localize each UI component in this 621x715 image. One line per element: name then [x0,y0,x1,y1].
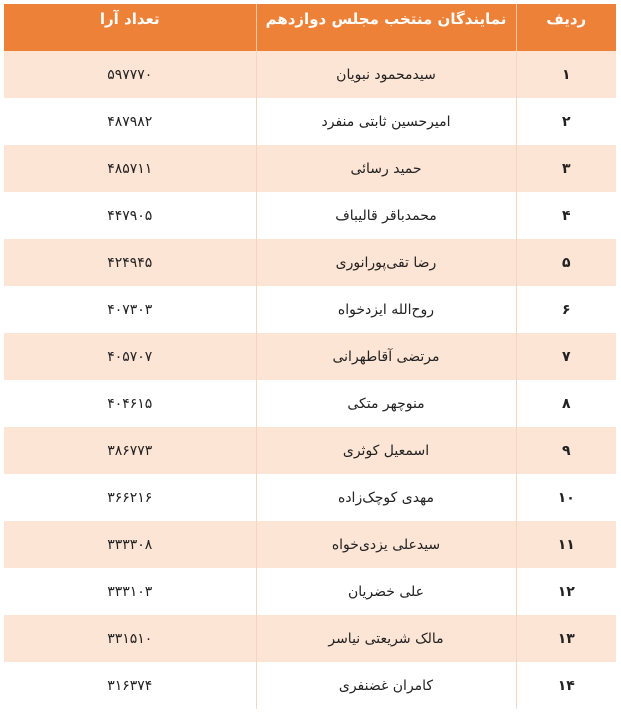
table-row [4,474,616,521]
votes-cell: ۴۸۷۹۸۲ [4,98,256,145]
votes-cell: ۴۰۴۶۱۵ [4,380,256,427]
name-cell: علی خضریان [256,568,516,615]
votes-cell: ۳۱۶۳۷۴ [4,662,256,709]
name-cell: مرتضی آقاطهرانی [256,333,516,380]
rank-cell: ۱۴ [516,662,616,709]
votes-cell: ۴۰۵۷۰۷ [4,333,256,380]
votes-cell: ۳۶۶۲۱۶ [4,474,256,521]
rank-cell: ۳ [516,145,616,192]
name-cell: منوچهر متکی [256,380,516,427]
table-row [4,192,616,239]
rank-cell: ۶ [516,286,616,333]
table-row [4,568,616,615]
table-row [4,286,616,333]
rank-cell: ۱۰ [516,474,616,521]
rank-cell: ۱۲ [516,568,616,615]
name-cell: حمید رسائی [256,145,516,192]
votes-cell: ۳۸۶۷۷۳ [4,427,256,474]
votes-cell: ۴۴۷۹۰۵ [4,192,256,239]
table-row [4,662,616,709]
votes-cell: ۴۲۴۹۴۵ [4,239,256,286]
name-cell: رضا تقی‌پورانوری [256,239,516,286]
table-row [4,98,616,145]
rank-cell: ۹ [516,427,616,474]
rank-cell: ۱۳ [516,615,616,662]
name-cell: محمدباقر قالیباف [256,192,516,239]
table-row [4,51,616,98]
table-row [4,380,616,427]
rank-cell: ۷ [516,333,616,380]
rank-cell: ۵ [516,239,616,286]
name-cell: کامران غضنفری [256,662,516,709]
name-cell: مهدی کوچک‌زاده [256,474,516,521]
table-row [4,521,616,568]
results-table [4,4,616,709]
votes-cell: ۳۳۱۵۱۰ [4,615,256,662]
rank-cell: ۴ [516,192,616,239]
table-row [4,333,616,380]
rank-cell: ۱ [516,51,616,98]
votes-cell: ۵۹۷۷۷۰ [4,51,256,98]
table-row [4,239,616,286]
table-row [4,427,616,474]
rank-cell: ۲ [516,98,616,145]
rank-cell: ۸ [516,380,616,427]
name-cell: امیرحسین ثابتی منفرد [256,98,516,145]
header-votes: تعداد آرا [4,4,256,51]
votes-cell: ۳۳۳۳۰۸ [4,521,256,568]
header-rank: ردیف [516,4,616,51]
votes-cell: ۴۰۷۳۰۳ [4,286,256,333]
name-cell: روح‌الله ایزدخواه [256,286,516,333]
rank-cell: ۱۱ [516,521,616,568]
table-header-row [4,4,616,51]
table-row [4,145,616,192]
table-row [4,615,616,662]
name-cell: سیدمحمود نبویان [256,51,516,98]
name-cell: مالک شریعتی نیاسر [256,615,516,662]
name-cell: اسمعیل کوثری [256,427,516,474]
header-name: نمایندگان منتخب مجلس دوازدهم [256,4,516,51]
name-cell: سیدعلی یزدی‌خواه [256,521,516,568]
votes-cell: ۴۸۵۷۱۱ [4,145,256,192]
votes-cell: ۳۳۳۱۰۳ [4,568,256,615]
